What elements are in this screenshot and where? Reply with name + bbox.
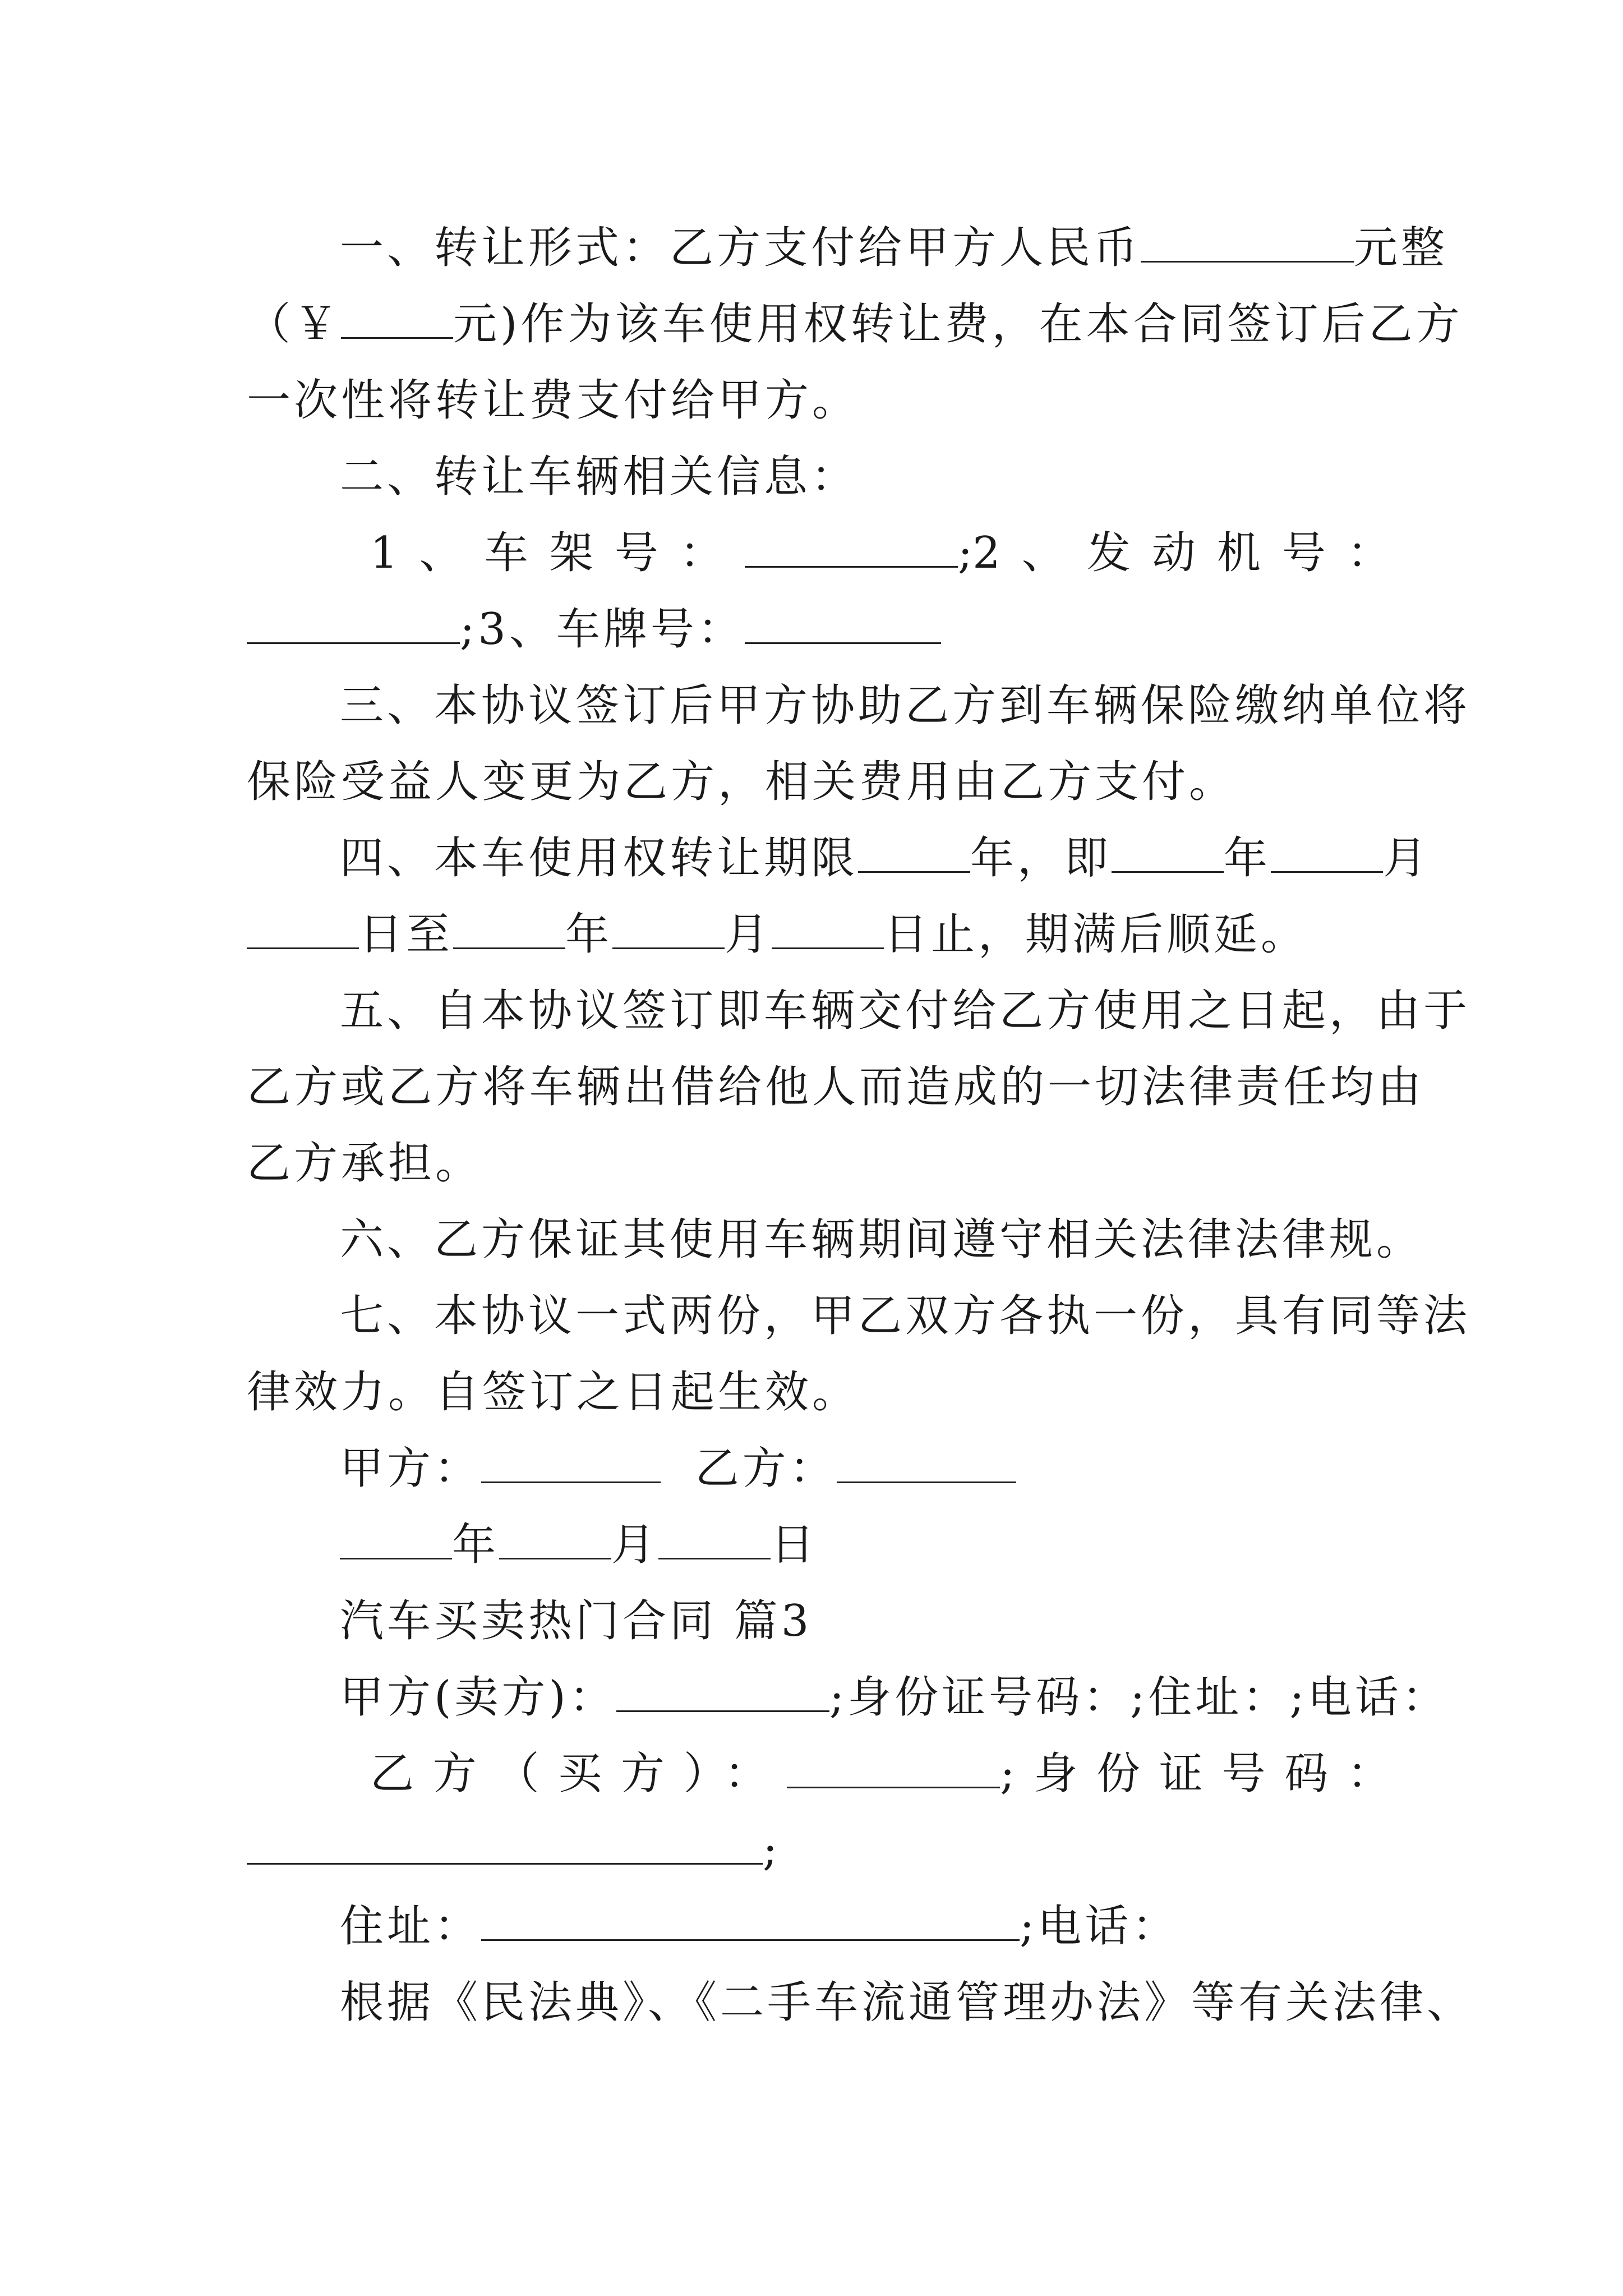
seller-name-blank[interactable] [616,1672,829,1712]
clause-7-line-2: 律效力。自签订之日起生效。 [247,1367,860,1418]
seller-details-label: ;身份证号码：;住址：;电话： [829,1672,1449,1723]
clause-7-line-1: 七、本协议一式两份，甲乙双方各执一份，具有同等法 [340,1291,1471,1341]
start-month-blank[interactable] [1271,833,1383,873]
buyer-id-line [247,1822,1391,1878]
day-to-label: 日至 [359,909,454,960]
semicolon: ; [763,1825,781,1875]
clause-5-line-1: 五、自本协议签订即车辆交付给乙方使用之日起，由于 [340,986,1471,1036]
clause-5-line-3: 乙方承担。 [247,1138,483,1189]
vehicle-info-line-1 [370,525,1391,581]
clause-1-line-1 [340,220,1449,276]
sign-month-label: 月 [611,1520,659,1570]
plate-number-label: ;3、车牌号： [460,604,745,655]
year-label: 年 [1224,833,1271,884]
party-b-blank[interactable] [837,1443,1016,1483]
clause-1-text: 一、转让形式：乙方支付给甲方人民币 [340,223,1141,273]
engine-number-blank[interactable] [247,604,460,644]
start-day-blank[interactable] [247,909,359,949]
clause-1-line-2 [247,296,1463,352]
seller-line [340,1669,1449,1726]
sign-year-label: 年 [452,1520,500,1570]
sign-month-blank[interactable] [499,1520,611,1559]
end-month-blank[interactable] [612,909,725,949]
frame-number-blank[interactable] [745,528,958,568]
seller-label: 甲方(卖方)： [340,1672,616,1723]
clause-5-line-2: 乙方或乙方将车辆出借给他人而造成的一切法律责任均由 [247,1062,1425,1112]
legal-basis-line: 根据《民法典》、《二手车流通管理办法》等有关法律、 [340,1977,1474,2028]
section-3-title: 汽车买卖热门合同 篇3 [340,1596,813,1646]
end-year-blank[interactable] [453,909,565,949]
clause-1-line-3: 一次性将转让费支付给甲方。 [247,375,860,426]
term-text: 四、本车使用权转让期限 [340,833,859,884]
date-line [340,1517,1391,1573]
phone-label: ;电话： [1020,1901,1179,1952]
address-label: 住址： [340,1901,482,1952]
plate-number-blank[interactable] [745,604,941,644]
amount-number-blank[interactable] [341,299,453,339]
buyer-id-blank[interactable] [247,1825,763,1865]
clause-1-unit: 元整 [1354,223,1449,273]
clause-3-line-1: 三、本协议签订后甲方协助乙方到车辆保险缴纳单位将 [340,680,1471,731]
buyer-label: 乙方（买方）： [370,1749,787,1799]
clause-6-line-1: 六、乙方保证其使用车辆期间遵守相关法律法律规。 [340,1214,1424,1265]
buyer-line [370,1746,1391,1802]
address-blank[interactable] [481,1901,1020,1941]
yuan-prefix: （￥ [247,299,342,349]
term-text-2: 年，即 [970,833,1112,884]
party-b-label: 乙方： [695,1443,837,1494]
frame-number-label: 1、车架号： [370,528,745,578]
start-year-blank[interactable] [1112,833,1224,873]
sign-year-blank[interactable] [340,1520,452,1559]
month-label: 月 [1383,833,1431,884]
sign-day-blank[interactable] [658,1520,771,1559]
clause-4-line-1 [340,830,1431,886]
term-years-blank[interactable] [858,833,970,873]
signature-line [340,1441,1391,1497]
vehicle-info-line-2 [247,601,1391,657]
sign-day-label: 日 [771,1520,818,1570]
year-label-2: 年 [565,909,613,960]
address-line [340,1898,1391,1954]
party-a-blank[interactable] [481,1443,661,1483]
term-end-text: 日止，期满后顺延。 [884,909,1308,960]
amount-blank[interactable] [1141,223,1354,263]
month-label-2: 月 [725,909,772,960]
end-day-blank[interactable] [772,909,884,949]
clause-3-line-2: 保险受益人变更为乙方，相关费用由乙方支付。 [247,757,1237,807]
party-a-label: 甲方： [340,1443,482,1494]
engine-number-label: ;2、发动机号： [957,528,1391,578]
clause-2-title: 二、转让车辆相关信息： [340,452,859,502]
buyer-name-blank[interactable] [787,1749,1000,1788]
clause-1-text-2: 元)作为该车使用权转让费，在本合同签订后乙方 [453,299,1463,349]
clause-4-line-2 [247,907,1391,963]
buyer-id-label: ;身份证号码： [1000,1749,1391,1799]
